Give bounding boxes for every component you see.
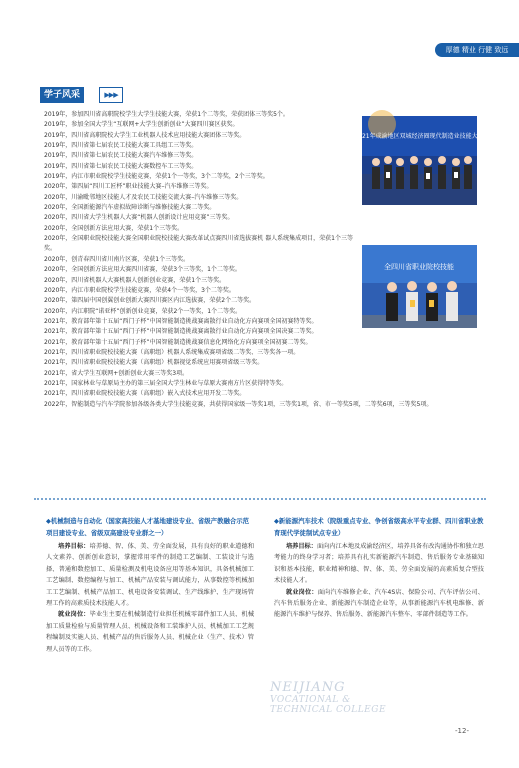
- college-watermark-sub: [270, 695, 386, 715]
- goal-label: 培养目标：: [286, 543, 317, 550]
- major-goal: [274, 541, 484, 587]
- major-title: ◆机械制造与自动化（国家高技能人才基地建设专业、省级产教融合示范项目建设专业、省级双高建设专业群之一）: [46, 517, 250, 537]
- award-photo-top: [354, 116, 484, 205]
- award-item: 2021年，国家林业与草原局主办的第三届全国大学生林业与草原大赛南方片区获得特等奖。: [44, 379, 288, 387]
- award-item: 2019年，四川省高职院校大学生工业机器人技术应用技能大赛团体三等奖。: [44, 131, 246, 139]
- award-item: 2020年，全国职业院校技能大赛全国职业院校技能大赛改革试点赛四川省选拔赛机 器人系统集成项目，荣获1个三等奖。: [44, 235, 353, 253]
- section-arrows-icon: ▶▶▶: [99, 87, 123, 103]
- section-title: 学子风采: [40, 87, 84, 103]
- top-banner-text: 2021年成渝地区双城经济圈现代制造业技能大赛: [354, 133, 484, 140]
- bottom-banner-text: 全四川省职业院校技能: [384, 263, 454, 271]
- award-item: 2021年，教育部年第十五届“西门子杯”中国智能制造挑战赛信息化网络化方向赛项全国初赛二等奖。: [44, 338, 312, 346]
- section-divider: [34, 498, 486, 500]
- award-item: 2020年，第四届中国创翼创业创新大赛四川赛区内江选拔赛，荣获2个二等奖。: [44, 297, 256, 305]
- award-item: 2020年，川渝毗邻地区技能人才及农民工技能交流大赛–汽车维修三等奖。: [44, 193, 243, 201]
- award-item: 2019年，四川省第七届农民工技能大赛工具组工三等奖。: [44, 142, 198, 150]
- award-photo-bottom: [362, 245, 477, 328]
- award-item: 2019年，四川省第七届农民工技能大赛汽车维修三等奖。: [44, 152, 198, 160]
- major-goal: [46, 541, 254, 609]
- watermark-line: TECHNICAL COLLEGE: [270, 705, 387, 715]
- award-item: 2019年，参加四川省高职院校学生大学生技能大赛，荣获1个二等奖，荣获团体三等奖5个。: [44, 111, 289, 118]
- award-item: 2020年，四川省机器人大赛机器人创新创业竞赛，荣获1个三等奖。: [44, 276, 226, 284]
- job-label: 就业岗位：: [58, 611, 90, 619]
- job-text: 毕业生主要在机械制造行业担任机械零部件加工人员、机械加工质量检验与质量管理人员、机械设备和工装维护人员、机械加工工艺规程编制及实施人员、机械产品的售后服务人员、机械企业（生产、技术）管理人员等的工作。: [46, 611, 255, 653]
- award-item: 2021年，教育部年第十五届“西门子杯”中国智能制造挑战赛离散行业自动化方向赛项全国决赛二等奖。: [44, 328, 318, 336]
- award-item: 2020年，内江市职业院校学生技能竞赛，荣获4个一等奖，3个二等奖。: [44, 286, 235, 294]
- major-new-energy-vehicle: [274, 516, 484, 621]
- major-title: ◆新能源汽车技术（院级重点专业、争创省级高水平专业群、四川省职业教育现代学徒制试点专业）: [274, 517, 484, 537]
- award-item: 2020年，第四届“四川工匠杯”职业技能大赛–汽车维修三等奖。: [44, 183, 213, 191]
- motto-badge: 厚德 精业 行健 致远: [435, 43, 519, 57]
- major-jobs: [46, 609, 254, 655]
- award-item: 2020年，创青春四川省川南片区赛，荣获1个三等奖。: [44, 255, 190, 263]
- award-item: 2021年，四川省职业院校技能大赛（高职组）机器人系统集成赛项省级二等奖、三等奖各一项。: [44, 348, 300, 356]
- college-watermark: NEIJIANG: [270, 680, 346, 695]
- award-item: 2020年，四川省大学生机器人大赛“机器人创新设计应用竞赛”三等奖。: [44, 214, 234, 222]
- award-item: 2021年，四川省职业院校技能大赛（高职组）嵌入式技术应用开发二等奖。: [44, 390, 246, 398]
- major-machinery: [46, 516, 254, 655]
- award-item: 2020年，内江职院“诺亚杯”创新创业竞赛，荣获2个一等奖，1个二等奖。: [44, 307, 242, 315]
- award-item: 2021年，四川省职业院校技能大赛（高职组）机器视觉系统应用赛项省级三等奖。: [44, 359, 264, 367]
- award-item: 2020年，全国创新方法应用大赛，荣获1个三等奖。: [44, 224, 184, 232]
- award-item: 2019年，四川省第七届农民工技能大赛数控车工三等奖。: [44, 162, 198, 170]
- award-item: 2019年，参加全国大学生“互联网+大学生创新创业”大赛四川赛区获奖。: [44, 121, 239, 129]
- award-item: 2021年，教育部年第十五届“西门子杯”中国智能制造挑战赛离散行业自动化方向赛项全国初赛特等奖。: [44, 317, 318, 325]
- page-number: -12-: [455, 727, 469, 735]
- goal-text: 培养德、智、体、美、劳全面发展，具有良好的职业道德和人文素养、创新创业意识，掌握常用零件的制造工艺编制、工装设计与选择、普通和数控加工、质量检测及机电设备应用等基本知识，具备机械加工工艺编制、数控编程与加工、机械产品安装与调试能力，从事数控等机械加工工艺编制、机械产品加工、机电设备安装调试、生产线维护、生产现场管理工作的高素质技术技能人才。: [46, 543, 255, 608]
- job-text: 面向汽车维修企业、汽车4S店、保险公司、汽车评估公司、汽车售后服务企业、新能源汽车制造企业等，从事新能源汽车机电维修、新能源汽车维护与保养、售后服务、新能源汽车整车、零部件制造等工作。: [274, 588, 484, 619]
- award-item: 2020年，全国新能源汽车虚拟故障诊断与维修技能大赛二等奖。: [44, 204, 216, 212]
- watermark-line: VOCATIONAL &: [270, 695, 351, 705]
- award-item: 2022年，智能制造与汽车学院参加各级各类大学生技能竞赛，共获得国家级一等奖1项，三等奖1项，省、市一等奖5项，二等奖6项，三等奖5项。: [44, 400, 433, 408]
- award-item: 2021年，省大学生互联网+创新创业大赛三等奖3项。: [44, 369, 189, 377]
- major-jobs: [274, 587, 484, 621]
- award-item: 2019年，内江市职业院校学生技能竞赛，荣获1个一等奖，3个二等奖，2个三等奖。: [44, 173, 269, 181]
- goal-label: 培养目标：: [58, 543, 90, 550]
- award-item: 2020年，全国创新方法应用大赛四川省赛，荣获3个三等奖，1个二等奖。: [44, 266, 241, 274]
- goal-text: 面向内江本地及成渝经济区，培养具备有改沟通协作和独立思考能力的终身学习者；培养具有扎实新能源汽车制造、售后服务专业基础知识和基本技能，职业精神和德、智、体、美、劳全面发展的高素质复合型技术技能人才。: [274, 543, 484, 585]
- job-label: 就业岗位：: [286, 588, 318, 596]
